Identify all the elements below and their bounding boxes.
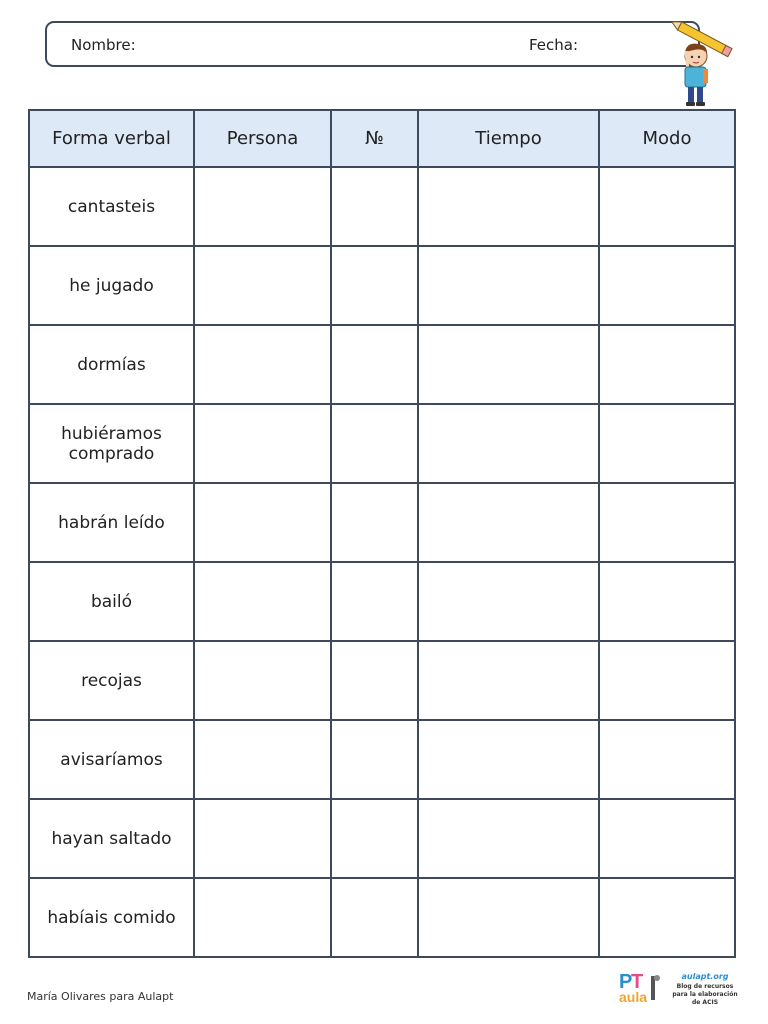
verb-form-cell: he jugado — [29, 246, 194, 325]
tiempo-cell[interactable] — [418, 799, 599, 878]
numero-cell[interactable] — [331, 878, 418, 957]
footer-author: María Olivares para Aulapt — [27, 990, 174, 1003]
kid-with-pencil-icon — [672, 18, 738, 110]
verb-form-cell: hubiéramos comprado — [29, 404, 194, 483]
column-header: № — [331, 110, 418, 167]
column-header: Persona — [194, 110, 331, 167]
modo-cell[interactable] — [599, 404, 735, 483]
svg-text:P: P — [619, 971, 633, 993]
logo-tagline: Blog de recursos para la elaboración de ACIS — [672, 983, 738, 1006]
table-row — [29, 562, 735, 641]
modo-cell[interactable] — [599, 325, 735, 404]
verb-analysis-table — [28, 109, 736, 958]
persona-cell[interactable] — [194, 483, 331, 562]
name-date-box — [45, 21, 700, 67]
tiempo-cell[interactable] — [418, 404, 599, 483]
numero-cell[interactable] — [331, 562, 418, 641]
persona-cell[interactable] — [194, 404, 331, 483]
date-label: Fecha: — [529, 36, 579, 54]
numero-cell[interactable] — [331, 641, 418, 720]
persona-cell[interactable] — [194, 720, 331, 799]
verb-form-cell: bailó — [29, 562, 194, 641]
table-row — [29, 641, 735, 720]
numero-cell[interactable] — [331, 483, 418, 562]
persona-cell[interactable] — [194, 562, 331, 641]
verb-form-cell: dormías — [29, 325, 194, 404]
persona-cell[interactable] — [194, 641, 331, 720]
svg-text:T: T — [631, 971, 644, 993]
tiempo-cell[interactable] — [418, 325, 599, 404]
aulapt-logo-icon — [617, 968, 665, 1004]
table-row — [29, 246, 735, 325]
column-header: Modo — [599, 110, 735, 167]
logo-text — [670, 972, 740, 1007]
verb-form-cell: habíais comido — [29, 878, 194, 957]
persona-cell[interactable] — [194, 246, 331, 325]
numero-cell[interactable] — [331, 325, 418, 404]
verb-form-cell: recojas — [29, 641, 194, 720]
tiempo-cell[interactable] — [418, 562, 599, 641]
modo-cell[interactable] — [599, 878, 735, 957]
persona-cell[interactable] — [194, 325, 331, 404]
table-row — [29, 167, 735, 246]
numero-cell[interactable] — [331, 404, 418, 483]
modo-cell[interactable] — [599, 799, 735, 878]
tiempo-cell[interactable] — [418, 246, 599, 325]
table-row — [29, 325, 735, 404]
verb-form-cell: habrán leído — [29, 483, 194, 562]
tiempo-cell[interactable] — [418, 641, 599, 720]
tiempo-cell[interactable] — [418, 720, 599, 799]
table-row — [29, 404, 735, 483]
table-row — [29, 720, 735, 799]
modo-cell[interactable] — [599, 562, 735, 641]
modo-cell[interactable] — [599, 483, 735, 562]
verb-form-cell: avisaríamos — [29, 720, 194, 799]
persona-cell[interactable] — [194, 799, 331, 878]
table-row — [29, 878, 735, 957]
tiempo-cell[interactable] — [418, 483, 599, 562]
table-row — [29, 483, 735, 562]
verb-form-cell: hayan saltado — [29, 799, 194, 878]
modo-cell[interactable] — [599, 641, 735, 720]
tiempo-cell[interactable] — [418, 167, 599, 246]
modo-cell[interactable] — [599, 720, 735, 799]
modo-cell[interactable] — [599, 167, 735, 246]
numero-cell[interactable] — [331, 720, 418, 799]
tiempo-cell[interactable] — [418, 878, 599, 957]
numero-cell[interactable] — [331, 246, 418, 325]
modo-cell[interactable] — [599, 246, 735, 325]
column-header: Tiempo — [418, 110, 599, 167]
persona-cell[interactable] — [194, 167, 331, 246]
svg-text:aula: aula — [619, 989, 648, 1004]
table-row — [29, 799, 735, 878]
logo-url[interactable]: aulapt.org — [681, 972, 729, 981]
name-label: Nombre: — [71, 36, 136, 54]
table-header-row — [29, 110, 735, 167]
numero-cell[interactable] — [331, 799, 418, 878]
numero-cell[interactable] — [331, 167, 418, 246]
verb-form-cell: cantasteis — [29, 167, 194, 246]
persona-cell[interactable] — [194, 878, 331, 957]
column-header: Forma verbal — [29, 110, 194, 167]
